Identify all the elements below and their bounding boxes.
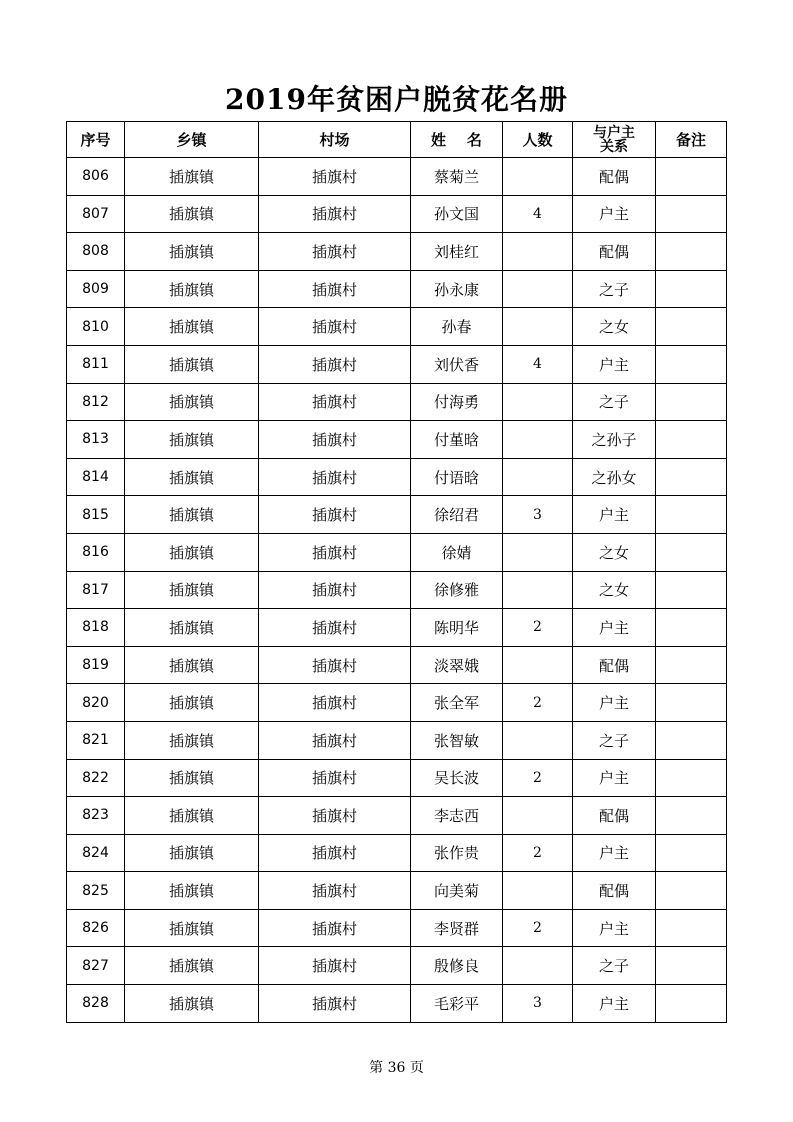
cell-count: 2 (503, 609, 573, 647)
table-row (67, 270, 727, 308)
cell-seq: 819 (67, 646, 125, 684)
cell-name: 徐绍君 (411, 496, 503, 534)
cell-relation: 之子 (573, 383, 656, 421)
cell-relation: 户主 (573, 985, 656, 1023)
cell-seq: 820 (67, 684, 125, 722)
cell-town: 插旗镇 (125, 571, 259, 609)
cell-town: 插旗镇 (125, 421, 259, 459)
cell-name: 李贤群 (411, 909, 503, 947)
cell-town: 插旗镇 (125, 684, 259, 722)
cell-village: 插旗村 (259, 985, 411, 1023)
cell-remark (656, 721, 727, 759)
cell-count (503, 721, 573, 759)
header-relation-line2: 关系 (600, 138, 628, 155)
cell-remark (656, 158, 727, 196)
cell-count (503, 158, 573, 196)
cell-village: 插旗村 (259, 270, 411, 308)
cell-name: 张智敏 (411, 721, 503, 759)
cell-count (503, 947, 573, 985)
cell-count: 3 (503, 985, 573, 1023)
cell-relation: 户主 (573, 609, 656, 647)
cell-village: 插旗村 (259, 308, 411, 346)
cell-village: 插旗村 (259, 759, 411, 797)
table-row (67, 872, 727, 910)
table-row (67, 383, 727, 421)
table-row (67, 533, 727, 571)
cell-remark (656, 270, 727, 308)
cell-count (503, 646, 573, 684)
cell-seq: 808 (67, 233, 125, 271)
cell-name: 张全军 (411, 684, 503, 722)
cell-seq: 814 (67, 458, 125, 496)
cell-village: 插旗村 (259, 383, 411, 421)
cell-name: 毛彩平 (411, 985, 503, 1023)
cell-relation: 户主 (573, 496, 656, 534)
cell-village: 插旗村 (259, 421, 411, 459)
cell-relation: 户主 (573, 909, 656, 947)
header-name: 姓 名 (411, 122, 503, 158)
cell-town: 插旗镇 (125, 985, 259, 1023)
cell-count: 4 (503, 195, 573, 233)
cell-count (503, 233, 573, 271)
cell-village: 插旗村 (259, 233, 411, 271)
cell-relation: 之子 (573, 947, 656, 985)
cell-name: 淡翠娥 (411, 646, 503, 684)
cell-name: 张作贵 (411, 834, 503, 872)
document-title: 2019年贫困户脱贫花名册 (225, 83, 568, 116)
cell-remark (656, 646, 727, 684)
cell-count (503, 270, 573, 308)
cell-village: 插旗村 (259, 158, 411, 196)
table-row (67, 985, 727, 1023)
cell-relation: 配偶 (573, 646, 656, 684)
cell-remark (656, 571, 727, 609)
page-footer: 第 36 页 (369, 1060, 424, 1076)
cell-town: 插旗镇 (125, 158, 259, 196)
cell-remark (656, 759, 727, 797)
cell-remark (656, 797, 727, 835)
cell-town: 插旗镇 (125, 496, 259, 534)
cell-name: 徐修雅 (411, 571, 503, 609)
cell-count: 2 (503, 759, 573, 797)
cell-village: 插旗村 (259, 609, 411, 647)
table-row (67, 759, 727, 797)
cell-town: 插旗镇 (125, 270, 259, 308)
cell-name: 孙文国 (411, 195, 503, 233)
cell-count: 4 (503, 345, 573, 383)
cell-town: 插旗镇 (125, 797, 259, 835)
cell-village: 插旗村 (259, 834, 411, 872)
cell-name: 陈明华 (411, 609, 503, 647)
cell-relation: 之女 (573, 571, 656, 609)
table-row (67, 721, 727, 759)
header-town: 乡镇 (125, 122, 259, 158)
cell-seq: 810 (67, 308, 125, 346)
cell-relation: 配偶 (573, 233, 656, 271)
cell-remark (656, 872, 727, 910)
cell-remark (656, 345, 727, 383)
cell-village: 插旗村 (259, 496, 411, 534)
cell-town: 插旗镇 (125, 721, 259, 759)
table-row (67, 345, 727, 383)
cell-remark (656, 195, 727, 233)
table-row (67, 233, 727, 271)
cell-town: 插旗镇 (125, 533, 259, 571)
cell-name: 刘桂红 (411, 233, 503, 271)
cell-name: 李志西 (411, 797, 503, 835)
cell-village: 插旗村 (259, 947, 411, 985)
header-count: 人数 (503, 122, 573, 158)
table-row (67, 909, 727, 947)
cell-relation: 户主 (573, 195, 656, 233)
cell-remark (656, 947, 727, 985)
cell-remark (656, 458, 727, 496)
cell-village: 插旗村 (259, 345, 411, 383)
table-row (67, 496, 727, 534)
header-remark: 备注 (656, 122, 727, 158)
table-row (67, 158, 727, 196)
cell-town: 插旗镇 (125, 646, 259, 684)
cell-town: 插旗镇 (125, 383, 259, 421)
table-row (67, 834, 727, 872)
cell-town: 插旗镇 (125, 345, 259, 383)
table-body (67, 158, 727, 1023)
cell-relation: 之子 (573, 721, 656, 759)
cell-seq: 807 (67, 195, 125, 233)
cell-village: 插旗村 (259, 684, 411, 722)
cell-town: 插旗镇 (125, 759, 259, 797)
cell-name: 蔡菊兰 (411, 158, 503, 196)
table-row (67, 458, 727, 496)
cell-seq: 828 (67, 985, 125, 1023)
cell-name: 孙永康 (411, 270, 503, 308)
cell-town: 插旗镇 (125, 909, 259, 947)
cell-village: 插旗村 (259, 872, 411, 910)
cell-town: 插旗镇 (125, 947, 259, 985)
table-header-row (67, 122, 727, 158)
cell-remark (656, 308, 727, 346)
cell-count (503, 533, 573, 571)
cell-seq: 806 (67, 158, 125, 196)
cell-remark (656, 684, 727, 722)
cell-count: 3 (503, 496, 573, 534)
cell-remark (656, 834, 727, 872)
cell-town: 插旗镇 (125, 308, 259, 346)
cell-name: 刘伏香 (411, 345, 503, 383)
cell-relation: 之女 (573, 308, 656, 346)
cell-count (503, 797, 573, 835)
cell-seq: 816 (67, 533, 125, 571)
cell-count (503, 458, 573, 496)
table-row (67, 571, 727, 609)
cell-count (503, 571, 573, 609)
table-row (67, 797, 727, 835)
cell-count (503, 421, 573, 459)
cell-village: 插旗村 (259, 646, 411, 684)
cell-village: 插旗村 (259, 458, 411, 496)
table-row (67, 684, 727, 722)
cell-relation: 户主 (573, 684, 656, 722)
table-row (67, 609, 727, 647)
cell-seq: 822 (67, 759, 125, 797)
cell-seq: 813 (67, 421, 125, 459)
cell-name: 付堇晗 (411, 421, 503, 459)
cell-relation: 配偶 (573, 872, 656, 910)
cell-seq: 811 (67, 345, 125, 383)
cell-seq: 826 (67, 909, 125, 947)
cell-village: 插旗村 (259, 195, 411, 233)
cell-count (503, 872, 573, 910)
cell-relation: 之女 (573, 533, 656, 571)
cell-seq: 827 (67, 947, 125, 985)
cell-town: 插旗镇 (125, 195, 259, 233)
cell-name: 徐婧 (411, 533, 503, 571)
table-row (67, 195, 727, 233)
cell-remark (656, 609, 727, 647)
cell-village: 插旗村 (259, 571, 411, 609)
cell-count (503, 308, 573, 346)
cell-relation: 户主 (573, 345, 656, 383)
cell-name: 殷修良 (411, 947, 503, 985)
cell-town: 插旗镇 (125, 834, 259, 872)
cell-village: 插旗村 (259, 533, 411, 571)
cell-village: 插旗村 (259, 721, 411, 759)
cell-remark (656, 985, 727, 1023)
header-seq: 序号 (67, 122, 125, 158)
cell-relation: 户主 (573, 834, 656, 872)
cell-name: 付语晗 (411, 458, 503, 496)
cell-name: 孙春 (411, 308, 503, 346)
cell-town: 插旗镇 (125, 458, 259, 496)
cell-relation: 之子 (573, 270, 656, 308)
cell-village: 插旗村 (259, 909, 411, 947)
header-village: 村场 (259, 122, 411, 158)
cell-remark (656, 421, 727, 459)
header-relation-line1: 与户主 (593, 124, 635, 141)
cell-count (503, 383, 573, 421)
cell-name: 吴长波 (411, 759, 503, 797)
cell-name: 向美菊 (411, 872, 503, 910)
cell-relation: 配偶 (573, 797, 656, 835)
cell-remark (656, 533, 727, 571)
cell-remark (656, 909, 727, 947)
cell-remark (656, 233, 727, 271)
cell-seq: 825 (67, 872, 125, 910)
cell-seq: 812 (67, 383, 125, 421)
cell-seq: 824 (67, 834, 125, 872)
cell-remark (656, 383, 727, 421)
cell-name: 付海勇 (411, 383, 503, 421)
cell-seq: 823 (67, 797, 125, 835)
header-relation (573, 122, 656, 158)
table-row (67, 421, 727, 459)
cell-town: 插旗镇 (125, 872, 259, 910)
cell-count: 2 (503, 909, 573, 947)
cell-village: 插旗村 (259, 797, 411, 835)
table-row (67, 308, 727, 346)
cell-town: 插旗镇 (125, 233, 259, 271)
cell-relation: 之孙女 (573, 458, 656, 496)
cell-town: 插旗镇 (125, 609, 259, 647)
cell-seq: 815 (67, 496, 125, 534)
cell-relation: 配偶 (573, 158, 656, 196)
cell-remark (656, 496, 727, 534)
cell-count: 2 (503, 684, 573, 722)
cell-seq: 818 (67, 609, 125, 647)
cell-seq: 821 (67, 721, 125, 759)
table-row (67, 646, 727, 684)
cell-seq: 809 (67, 270, 125, 308)
cell-seq: 817 (67, 571, 125, 609)
table-row (67, 947, 727, 985)
cell-count: 2 (503, 834, 573, 872)
cell-relation: 之孙子 (573, 421, 656, 459)
roster-table (66, 121, 727, 1023)
cell-relation: 户主 (573, 759, 656, 797)
